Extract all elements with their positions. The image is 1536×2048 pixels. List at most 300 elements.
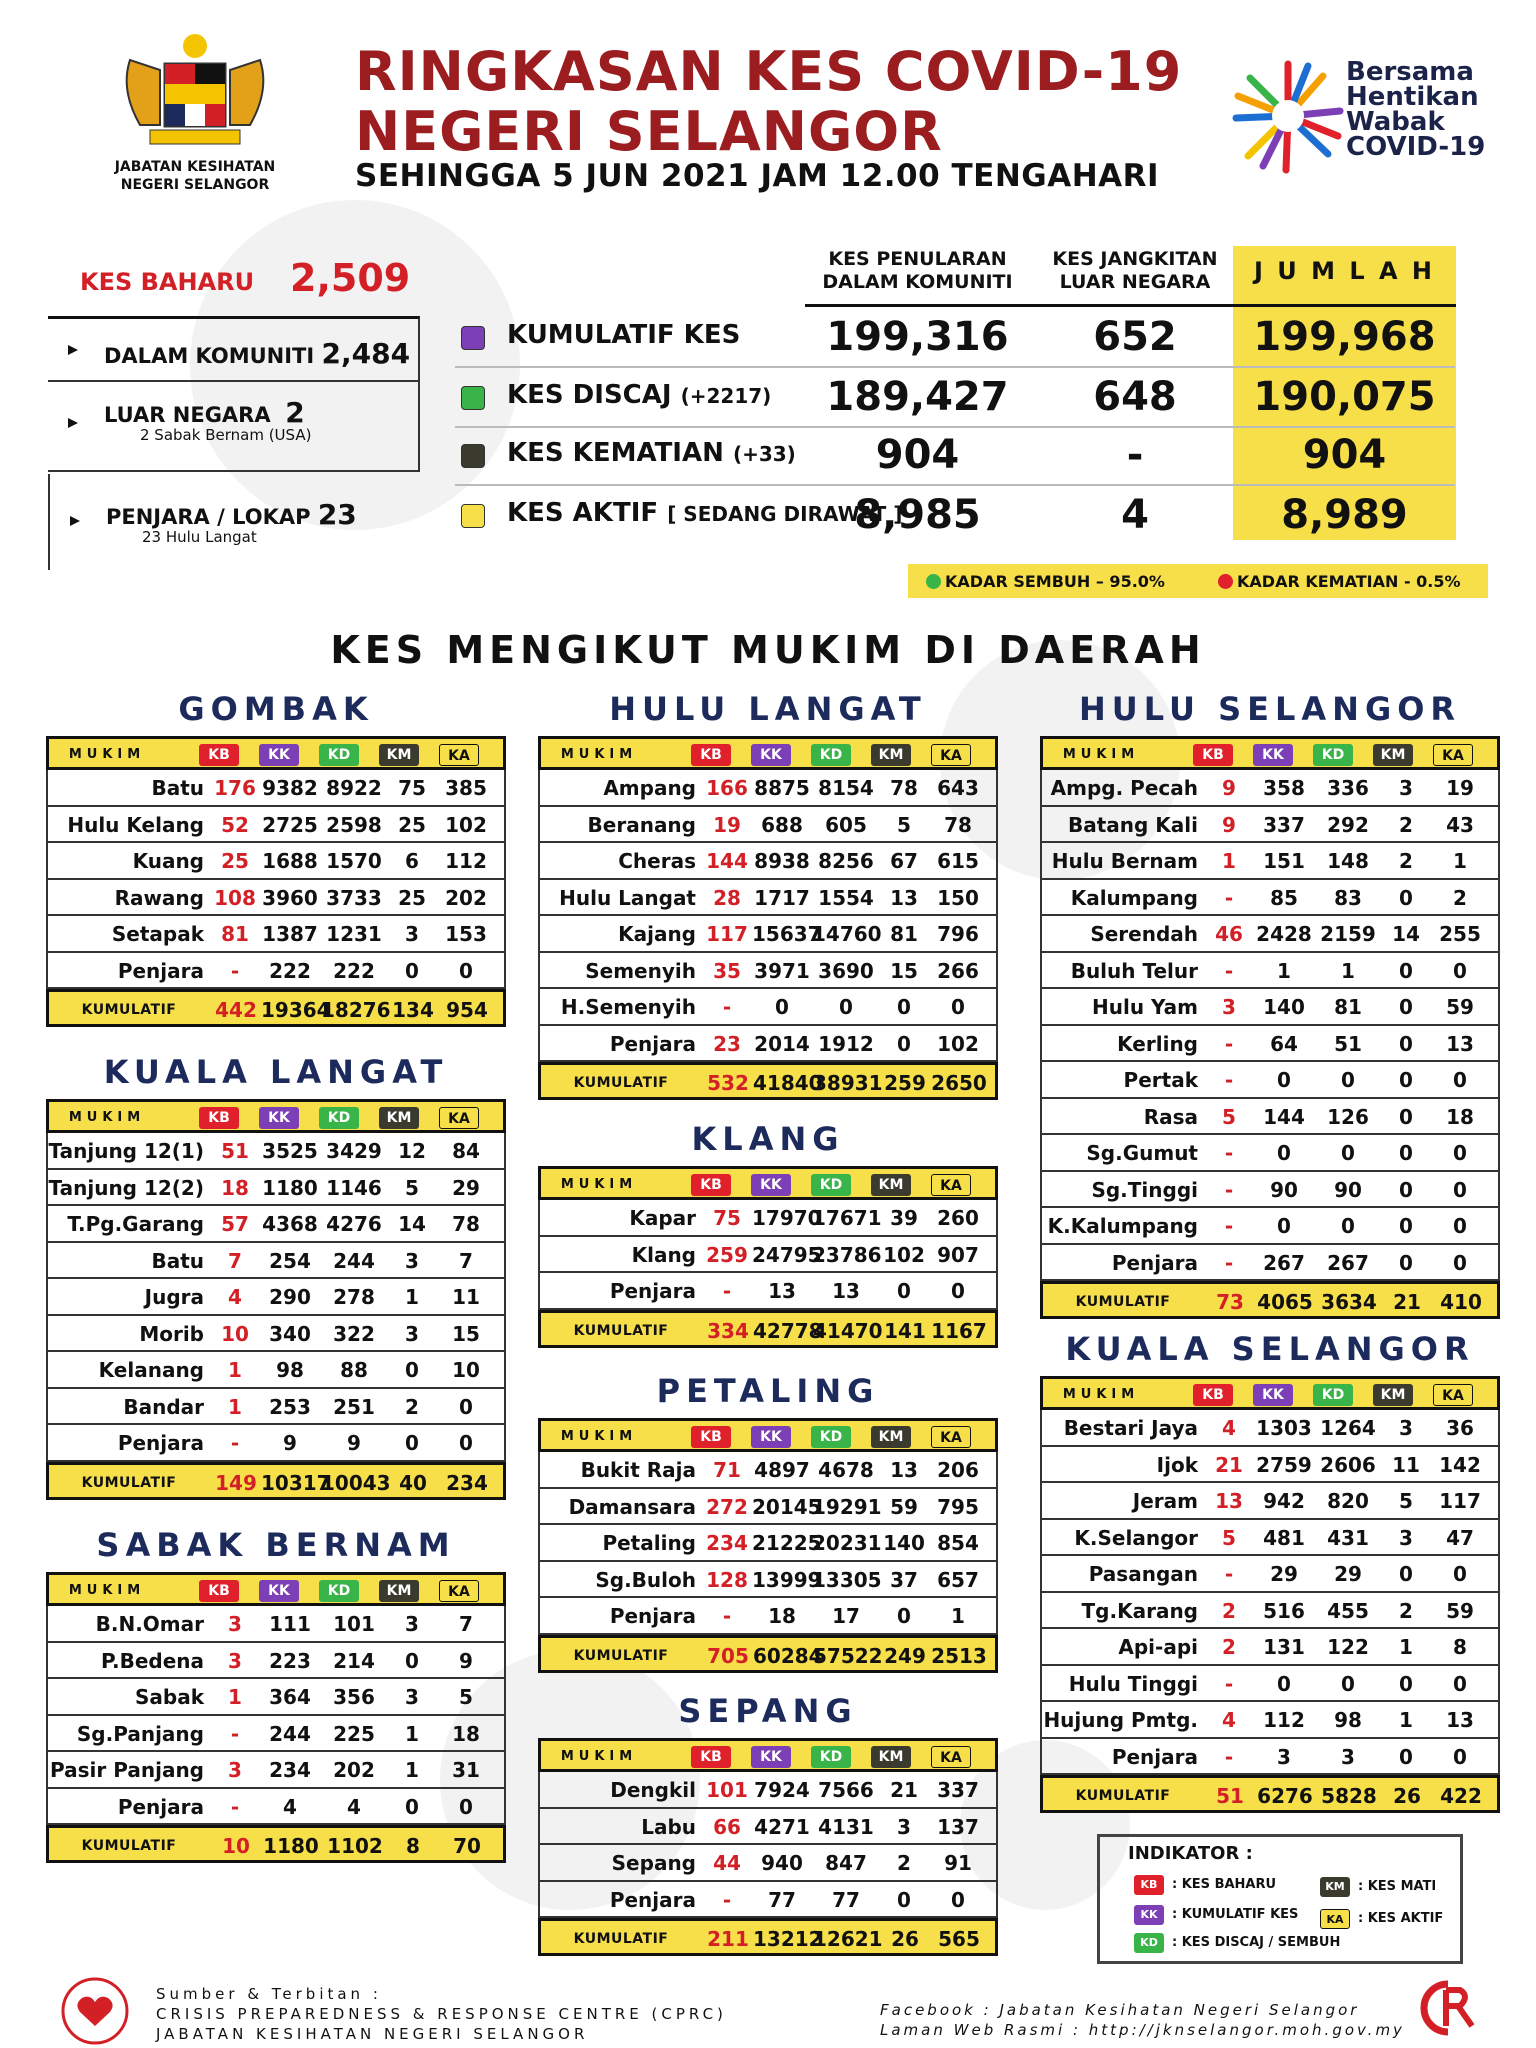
mukim-name: Klang xyxy=(631,1242,696,1267)
ka-cell: 0 xyxy=(1453,1671,1467,1696)
kb-cell: - xyxy=(722,1279,732,1303)
kk-cell: 4897 xyxy=(754,1458,810,1482)
red-dot-icon xyxy=(1218,574,1233,589)
kd-cell: 4276 xyxy=(326,1212,382,1236)
kd-cell: 20231 xyxy=(812,1531,882,1555)
kk-cell: 112 xyxy=(1263,1708,1305,1732)
total-row xyxy=(538,1062,998,1100)
km-cell: 0 xyxy=(405,1358,419,1382)
km-cell: 75 xyxy=(398,776,426,800)
category-swatch-icon xyxy=(461,444,485,468)
table-row xyxy=(46,916,506,953)
ka-cell: 13 xyxy=(1446,1708,1474,1732)
kb-cell: 1 xyxy=(1222,849,1236,873)
summary-community-value: 8,985 xyxy=(854,492,981,538)
kk-header-badge: KK xyxy=(751,1174,791,1196)
section-title: KES MENGIKUT MUKIM DI DAERAH xyxy=(330,628,1206,672)
kk-cell: 9 xyxy=(283,1431,297,1455)
ka-total-cell: 234 xyxy=(446,1470,488,1495)
rate-bar xyxy=(908,564,1488,598)
mukim-name: Hulu Tinggi xyxy=(1068,1671,1198,1696)
kb-cell: 28 xyxy=(713,885,741,910)
kd-cell: 1 xyxy=(1341,958,1355,983)
mukim-name: Petaling xyxy=(602,1531,696,1555)
kd-legend: : KES DISCAJ / SEMBUH xyxy=(1172,1935,1341,1950)
district-title: HULU SELANGOR xyxy=(1078,690,1462,728)
overseas-label: LUAR NEGARA xyxy=(104,403,271,427)
km-cell: 6 xyxy=(405,849,419,873)
table-row xyxy=(46,1789,506,1826)
table-header xyxy=(46,1572,506,1606)
table-row xyxy=(1040,1172,1500,1209)
kd-cell: 51 xyxy=(1334,1031,1362,1056)
summary-row-label: KES DISCAJ (+2217) xyxy=(507,380,772,410)
total-row xyxy=(46,1462,506,1500)
page-title-line-1: RINGKASAN KES COVID-19 xyxy=(355,40,1183,103)
km-cell: 37 xyxy=(890,1567,918,1592)
kd-cell: 3 xyxy=(1341,1744,1355,1769)
district-table xyxy=(538,1692,998,1956)
kb-cell: 5 xyxy=(1222,1525,1236,1550)
table-header xyxy=(538,736,998,770)
kd-cell: 126 xyxy=(1327,1104,1369,1129)
table-row xyxy=(1040,1208,1500,1245)
mukim-name: Dengkil xyxy=(610,1778,696,1802)
km-cell: 140 xyxy=(883,1531,925,1555)
district-table xyxy=(538,690,998,1100)
mukim-name: Penjara xyxy=(609,1279,696,1303)
mukim-name: Hujung Pmtg. xyxy=(1043,1708,1198,1732)
kb-cell: 81 xyxy=(221,922,249,946)
ka-total-cell: 2650 xyxy=(931,1071,987,1095)
ka-cell: 0 xyxy=(1453,1068,1467,1092)
kd-cell: 0 xyxy=(1341,1068,1355,1092)
mukim-name: Ampg. Pecah xyxy=(1050,776,1198,800)
kd-cell: 7566 xyxy=(818,1778,874,1802)
table-row xyxy=(538,1452,998,1489)
km-cell: 5 xyxy=(1399,1489,1413,1513)
table-row xyxy=(46,1352,506,1389)
kb-cell: 23 xyxy=(713,1031,741,1056)
ka-cell: 59 xyxy=(1446,995,1474,1019)
table-row xyxy=(1040,1099,1500,1136)
mukim-name: Sg.Buloh xyxy=(595,1567,696,1592)
km-cell: 0 xyxy=(1399,1562,1413,1586)
category-swatch-icon xyxy=(461,504,485,528)
table-row xyxy=(46,1389,506,1426)
km-cell: 5 xyxy=(897,812,911,837)
km-cell: 14 xyxy=(398,1212,426,1236)
kk-cell: 3 xyxy=(1277,1744,1291,1769)
kd-cell: 820 xyxy=(1327,1489,1369,1513)
ka-cell: 13 xyxy=(1446,1031,1474,1056)
kb-cell: 21 xyxy=(1215,1452,1243,1477)
campaign-text xyxy=(1346,57,1486,162)
total-label: KUMULATIF xyxy=(1075,1294,1171,1310)
kb-cell: 2 xyxy=(1222,1635,1236,1659)
kd-cell: 14760 xyxy=(812,922,882,946)
ka-cell: 102 xyxy=(445,812,487,837)
kk-cell: 516 xyxy=(1263,1598,1305,1623)
summary-community-value: 189,427 xyxy=(826,374,1009,420)
community-value: 2,484 xyxy=(321,337,411,370)
ka-header-badge: KA xyxy=(439,1580,479,1602)
kk-header-badge: KK xyxy=(259,1107,299,1129)
ka-cell: 84 xyxy=(452,1139,480,1163)
ka-cell: 29 xyxy=(452,1175,480,1200)
kk-total-cell: 6276 xyxy=(1257,1784,1313,1808)
kk-total-cell: 4065 xyxy=(1257,1290,1313,1314)
km-badge-icon: KM xyxy=(1320,1877,1350,1897)
km-cell: 59 xyxy=(890,1494,918,1519)
ka-cell: 18 xyxy=(1446,1104,1474,1129)
kd-cell: 3733 xyxy=(326,885,382,910)
kb-cell: - xyxy=(1224,1141,1234,1165)
ka-cell: 0 xyxy=(1453,1214,1467,1238)
ka-cell: 7 xyxy=(459,1248,473,1273)
table-row xyxy=(1040,916,1500,953)
kd-cell: 1231 xyxy=(326,922,382,946)
km-cell: 3 xyxy=(405,1248,419,1273)
mukim-name: Serendah xyxy=(1090,922,1198,946)
kd-cell: 2598 xyxy=(326,812,382,837)
mukim-name: Penjara xyxy=(609,1604,696,1628)
website-link[interactable]: Laman Web Rasmi : http://jknselangor.moh.gov.my xyxy=(880,2021,1405,2039)
kb-cell: 57 xyxy=(221,1212,249,1236)
kk-cell: 481 xyxy=(1263,1525,1305,1550)
kb-total-cell: 211 xyxy=(707,1927,749,1951)
kb-cell: - xyxy=(722,1604,732,1628)
kb-cell: - xyxy=(1224,1068,1234,1092)
kb-cell: - xyxy=(1224,1214,1234,1238)
km-cell: 0 xyxy=(897,1604,911,1628)
mukim-name: Penjara xyxy=(609,1031,696,1056)
kb-cell: 128 xyxy=(706,1567,748,1592)
kk-cell: 358 xyxy=(1263,776,1305,800)
kb-cell: 5 xyxy=(1222,1104,1236,1129)
campaign-logo xyxy=(1228,56,1488,176)
report-date: SEHINGGA 5 JUN 2021 JAM 12.00 TENGAHARI xyxy=(355,158,1160,194)
kd-total-cell: 5828 xyxy=(1321,1784,1377,1808)
facebook-link[interactable]: Facebook : Jabatan Kesihatan Negeri Selangor xyxy=(880,2001,1360,2019)
ka-total-cell: 410 xyxy=(1440,1290,1482,1314)
summary-row-label: KUMULATIF KES xyxy=(507,320,741,350)
table-row xyxy=(1040,843,1500,880)
kb-cell: 3 xyxy=(228,1612,242,1636)
km-cell: 2 xyxy=(1399,1598,1413,1623)
ka-cell: 117 xyxy=(1439,1489,1481,1513)
kd-cell: 1912 xyxy=(818,1031,874,1056)
total-row xyxy=(1040,1281,1500,1319)
mukim-name: Ijok xyxy=(1156,1452,1198,1477)
district-title: HULU LANGAT xyxy=(609,690,927,728)
kk-header-badge: KK xyxy=(1253,1384,1293,1406)
prison-value: 23 xyxy=(317,498,357,531)
mukim-name: Sg.Panjang xyxy=(76,1721,204,1746)
kd-total-cell: 1102 xyxy=(327,1834,383,1858)
km-cell: 1 xyxy=(405,1758,419,1782)
kk-total-cell: 42778 xyxy=(753,1318,823,1343)
kk-header-badge: KK xyxy=(751,744,791,766)
summary-community-value: 904 xyxy=(875,432,960,478)
kk-header-badge: KK xyxy=(751,1746,791,1768)
ka-cell: 7 xyxy=(459,1612,473,1636)
kb-cell: - xyxy=(722,995,732,1019)
km-cell: 0 xyxy=(1399,1671,1413,1696)
kk-cell: 17970 xyxy=(752,1206,822,1230)
total-row xyxy=(538,1635,998,1673)
kb-cell: 25 xyxy=(221,849,249,873)
mukim-name: B.N.Omar xyxy=(95,1612,204,1636)
total-label: KUMULATIF xyxy=(573,1322,669,1339)
table-row xyxy=(46,1716,506,1753)
ka-cell: 907 xyxy=(937,1242,979,1267)
kb-total-cell: 532 xyxy=(707,1071,749,1095)
mukim-name: Penjara xyxy=(117,1431,204,1455)
kk-cell: 13 xyxy=(768,1279,796,1303)
ka-cell: 10 xyxy=(452,1358,480,1382)
km-cell: 0 xyxy=(1399,1177,1413,1202)
kk-total-cell: 1180 xyxy=(263,1834,319,1858)
kd-header-badge: KD xyxy=(319,1580,359,1602)
kd-total-cell: 12621 xyxy=(813,1927,883,1951)
km-cell: 39 xyxy=(890,1206,918,1230)
kd-header-badge: KD xyxy=(1313,1384,1353,1406)
total-label: KUMULATIF xyxy=(573,1647,669,1664)
km-header-badge: KM xyxy=(871,1426,911,1448)
kb-cell: 19 xyxy=(713,812,741,837)
mukim-name: Api-api xyxy=(1118,1635,1198,1659)
mukim-name: Semenyih xyxy=(585,958,696,983)
mukim-name: Jugra xyxy=(144,1285,204,1309)
kk-cell: 340 xyxy=(269,1321,311,1346)
kb-header-badge: KB xyxy=(1193,1384,1233,1406)
table-row xyxy=(1040,880,1500,917)
kb-cell: 3 xyxy=(228,1648,242,1673)
mukim-name: Tg.Karang xyxy=(1081,1598,1198,1623)
ka-cell: 795 xyxy=(937,1494,979,1519)
table-row xyxy=(538,916,998,953)
km-header-badge: KM xyxy=(871,744,911,766)
total-row xyxy=(46,1825,506,1863)
kd-cell: 0 xyxy=(1341,1141,1355,1165)
table-row xyxy=(46,1170,506,1207)
new-cases-value: 2,509 xyxy=(290,256,411,300)
kk-cell: 0 xyxy=(775,995,789,1019)
kd-cell: 8922 xyxy=(326,776,382,800)
kd-total-cell: 10043 xyxy=(321,1470,391,1495)
ka-cell: 78 xyxy=(452,1212,480,1236)
kb-cell: - xyxy=(1224,885,1234,910)
mukim-name: Labu xyxy=(641,1814,696,1839)
kd-cell: 0 xyxy=(839,995,853,1019)
kd-cell: 19291 xyxy=(812,1494,882,1519)
ka-cell: 31 xyxy=(452,1758,480,1782)
kb-total-cell: 442 xyxy=(215,998,257,1022)
km-cell: 2 xyxy=(1399,849,1413,873)
ka-cell: 47 xyxy=(1446,1525,1474,1550)
ka-cell: 102 xyxy=(937,1031,979,1056)
indicator-title: INDIKATOR : xyxy=(1128,1843,1253,1864)
kb-header-badge: KB xyxy=(691,1746,731,1768)
km-cell: 0 xyxy=(1399,1104,1413,1129)
mukim-header: MUKIM xyxy=(68,747,146,762)
kb-total-cell: 10 xyxy=(222,1834,250,1858)
kd-header-badge: KD xyxy=(811,1746,851,1768)
table-row xyxy=(538,1562,998,1599)
table-row xyxy=(538,1845,998,1882)
kb-cell: - xyxy=(1224,1031,1234,1056)
table-row xyxy=(46,1133,506,1170)
kk-cell: 290 xyxy=(269,1285,311,1309)
kk-cell: 4368 xyxy=(262,1212,318,1236)
mukim-name: K.Kalumpang xyxy=(1047,1214,1198,1238)
kb-total-cell: 149 xyxy=(215,1470,257,1495)
kk-cell: 2725 xyxy=(262,812,318,837)
ka-badge-icon: KA xyxy=(1320,1909,1350,1929)
kd-cell: 148 xyxy=(1327,849,1369,873)
green-dot-icon xyxy=(926,574,941,589)
km-cell: 1 xyxy=(1399,1635,1413,1659)
km-cell: 13 xyxy=(890,1458,918,1482)
kb-header-badge: KB xyxy=(691,744,731,766)
kk-cell: 2014 xyxy=(754,1031,810,1056)
kb-cell: 234 xyxy=(706,1531,748,1555)
kk-cell: 111 xyxy=(269,1612,311,1636)
bullet-icon xyxy=(70,516,80,526)
kd-cell: 77 xyxy=(832,1887,860,1912)
summary-row-label: KES KEMATIAN (+33) xyxy=(507,438,796,468)
km-cell: 0 xyxy=(897,1887,911,1912)
kd-header-badge: KD xyxy=(811,744,851,766)
summary-row xyxy=(455,370,1455,428)
km-cell: 3 xyxy=(1399,776,1413,800)
mukim-name: Kelanang xyxy=(98,1358,204,1382)
table-header xyxy=(538,1738,998,1772)
kb-cell: - xyxy=(230,1431,240,1455)
kb-cell: 259 xyxy=(706,1242,748,1267)
ka-cell: 0 xyxy=(951,1279,965,1303)
kb-cell: 272 xyxy=(706,1494,748,1519)
kk-cell: 267 xyxy=(1263,1250,1305,1275)
mukim-name: Sabak xyxy=(134,1685,204,1709)
km-total-cell: 21 xyxy=(1393,1290,1421,1314)
kb-cell: - xyxy=(1224,1744,1234,1769)
kk-cell: 364 xyxy=(269,1685,311,1709)
kk-cell: 2428 xyxy=(1256,922,1312,946)
mukim-name: Kalumpang xyxy=(1070,885,1198,910)
kk-cell: 0 xyxy=(1277,1214,1291,1238)
kk-cell: 144 xyxy=(1263,1104,1305,1129)
kk-total-cell: 13212 xyxy=(753,1927,823,1951)
kk-cell: 1717 xyxy=(754,885,810,910)
ka-cell: 0 xyxy=(459,1431,473,1455)
kk-cell: 3971 xyxy=(754,958,810,983)
kk-cell: 3525 xyxy=(262,1139,318,1163)
mukim-header: MUKIM xyxy=(1062,747,1140,762)
table-row xyxy=(538,1525,998,1562)
ka-cell: 0 xyxy=(1453,1141,1467,1165)
table-row xyxy=(46,1679,506,1716)
prison-label: PENJARA / LOKAP xyxy=(106,505,311,529)
kb-header-badge: KB xyxy=(199,1580,239,1602)
kk-total-cell: 41840 xyxy=(753,1071,823,1095)
ka-total-cell: 565 xyxy=(938,1927,980,1951)
kk-cell: 253 xyxy=(269,1394,311,1419)
kd-cell: 222 xyxy=(333,958,375,983)
kd-cell: 1264 xyxy=(1320,1416,1376,1440)
km-total-cell: 40 xyxy=(399,1470,427,1495)
overseas-value: 2 xyxy=(285,396,305,429)
kd-cell: 322 xyxy=(333,1321,375,1346)
kk-cell: 3960 xyxy=(262,885,318,910)
kd-cell: 101 xyxy=(333,1612,375,1636)
ka-total-cell: 422 xyxy=(1440,1784,1482,1808)
campaign-line-2: Hentikan xyxy=(1346,82,1479,112)
kb-cell: 51 xyxy=(221,1139,249,1163)
kd-cell: 8256 xyxy=(818,849,874,873)
kd-cell: 98 xyxy=(1334,1708,1362,1732)
kd-cell: 605 xyxy=(825,812,867,837)
kb-cell: 35 xyxy=(713,958,741,983)
table-row xyxy=(1040,1629,1500,1666)
kd-cell: 13 xyxy=(832,1279,860,1303)
table-header xyxy=(538,1418,998,1452)
kb-cell: 144 xyxy=(706,849,748,873)
kd-total-cell: 3634 xyxy=(1321,1290,1377,1314)
table-row xyxy=(46,1606,506,1643)
mukim-name: Sg.Tinggi xyxy=(1091,1177,1198,1202)
summary-overseas-value: - xyxy=(1126,432,1144,478)
agency-caption xyxy=(95,158,295,194)
km-cell: 11 xyxy=(1392,1452,1420,1477)
kb-cell: 46 xyxy=(1215,922,1243,946)
kd-cell: 90 xyxy=(1334,1177,1362,1202)
kb-total-cell: 334 xyxy=(707,1318,749,1343)
kk-cell: 20145 xyxy=(752,1494,822,1519)
kb-cell: 52 xyxy=(221,812,249,837)
ka-cell: 9 xyxy=(459,1648,473,1673)
table-row xyxy=(1040,1245,1500,1282)
mukim-name: Rasa xyxy=(1143,1104,1198,1129)
header-rule xyxy=(805,304,1456,307)
kd-cell: 81 xyxy=(1334,995,1362,1019)
table-row xyxy=(46,1643,506,1680)
kk-cell: 337 xyxy=(1263,812,1305,837)
kb-header-badge: KB xyxy=(199,744,239,766)
ka-cell: 8 xyxy=(1453,1635,1467,1659)
kd-total-cell: 18276 xyxy=(321,998,391,1022)
km-cell: 2 xyxy=(405,1394,419,1419)
summary-overseas-value: 648 xyxy=(1093,374,1177,420)
kd-cell: 23786 xyxy=(812,1242,882,1267)
kk-legend: : KUMULATIF KES xyxy=(1172,1907,1299,1922)
table-row xyxy=(538,1200,998,1237)
mukim-name: Kerling xyxy=(1117,1031,1198,1056)
kk-cell: 254 xyxy=(269,1248,311,1273)
kd-cell: 29 xyxy=(1334,1562,1362,1586)
mukim-name: Buluh Telur xyxy=(1070,958,1198,983)
district-title: KUALA LANGAT xyxy=(103,1053,449,1091)
kd-cell: 2159 xyxy=(1320,922,1376,946)
km-cell: 0 xyxy=(1399,1141,1413,1165)
km-cell: 1 xyxy=(405,1721,419,1746)
ka-cell: 255 xyxy=(1439,922,1481,946)
km-cell: 0 xyxy=(1399,1250,1413,1275)
kd-cell: 202 xyxy=(333,1758,375,1782)
district-table xyxy=(46,1526,506,1863)
km-total-cell: 8 xyxy=(406,1834,420,1858)
